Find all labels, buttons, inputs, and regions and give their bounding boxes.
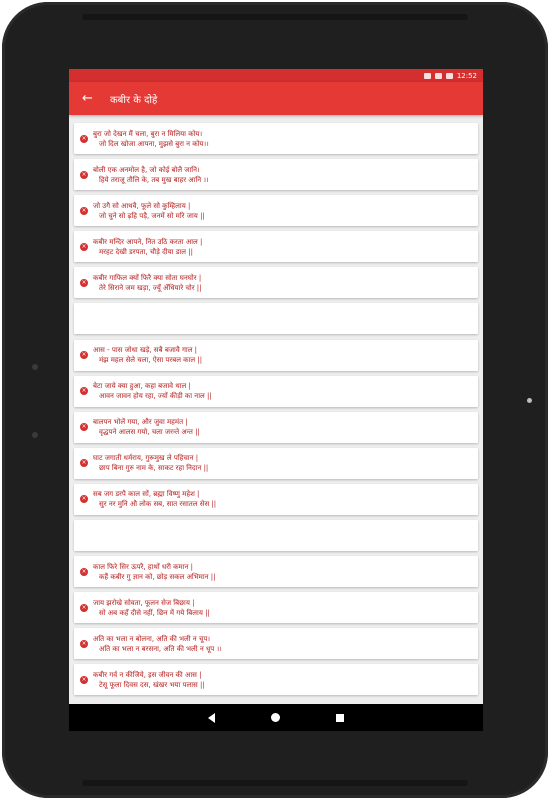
screen — [69, 69, 483, 731]
doha-line-1: बोली एक अनमोल है, जो कोई बोलै जानि। — [93, 165, 200, 174]
bottom-speaker — [82, 780, 468, 786]
system-nav-bar — [69, 704, 483, 731]
close-icon: × — [81, 278, 87, 286]
doha-line-2: जो दिल खोजा आपना, मुझसे बुरा न कोय।। — [99, 139, 209, 148]
close-icon: × — [81, 242, 87, 250]
doha-line-1: कबीर गाफिल क्यों फिरै क्या सोता घनघोर | — [93, 273, 202, 282]
doha-line-2: वृद्धपने आलस गयो, चला जरन्ते अन्त || — [99, 428, 200, 437]
doha-line-1: घाट जगाती धर्मराय, गुरूमुख ले पहिचान | — [93, 454, 199, 463]
doha-line-2: हिये तराजू तौलि के, तब मुख बाहर आनि ।। — [99, 175, 209, 184]
doha-line-2: तेरे सिराने जम खड़ा, ज्यूँ अँधियारे चोर || — [99, 283, 202, 292]
close-icon: × — [81, 206, 87, 214]
doha-line-2: अति का भला न बरसना, अति की भली न धूप ।। — [99, 644, 222, 653]
list-item-empty[interactable] — [74, 303, 478, 334]
list-item[interactable] — [74, 412, 478, 443]
list-item[interactable] — [74, 340, 478, 371]
doha-line-2: जो चुने सो ढ़हि पड़ै, जनमें सो मरि जाय || — [99, 211, 205, 220]
doha-line-1: कबीर मन्दिर आपने, नित उठि करता आल | — [93, 237, 203, 246]
close-icon: × — [81, 170, 87, 178]
app-bar — [69, 82, 483, 115]
doha-line-2: मंझ महल सेले चला, ऐसा परबल काल || — [99, 356, 203, 365]
close-icon: × — [81, 639, 87, 647]
nav-recents-icon[interactable] — [336, 714, 344, 722]
doha-line-1: जो उगै सो आथवै, फूले सो कुम्हिलाय | — [93, 201, 191, 210]
notification-icon — [424, 73, 431, 79]
list-item[interactable] — [74, 123, 478, 154]
close-icon: × — [81, 351, 87, 359]
list-item[interactable] — [74, 484, 478, 515]
doha-line-1: अति का भला न बोलना, अति की भली न चूप। — [93, 634, 210, 643]
list-item[interactable] — [74, 556, 478, 587]
list-item[interactable] — [74, 592, 478, 623]
battery-icon — [446, 73, 453, 79]
close-icon: × — [81, 603, 87, 611]
top-speaker — [82, 14, 468, 20]
status-time: 12:52 — [456, 71, 477, 80]
list-item[interactable] — [74, 376, 478, 407]
doha-line-2: सुर नर मुनि औ लोक सब, सात रसातल सेस || — [99, 500, 217, 509]
doha-line-2: मरहट देखी डरपता, चौड़े दीया डाल || — [99, 247, 193, 256]
back-arrow-icon[interactable]: ← — [82, 91, 93, 106]
page-title: कबीर के दोहे — [110, 94, 158, 106]
close-icon: × — [81, 423, 87, 431]
doha-line-1: जाय झरोखे सोवता, फूलन सेज बिछाय | — [93, 598, 195, 607]
list-item[interactable] — [74, 159, 478, 190]
doha-line-1: बेटा जाये क्या हुआ, कहा बजावे थाल | — [93, 382, 191, 391]
doha-line-2: कहैं कबीर गु ज्ञान को, छोड़ सकल अभिमान || — [99, 572, 216, 581]
left-sensor-2 — [32, 432, 38, 438]
list-item[interactable] — [74, 267, 478, 298]
list-item[interactable] — [74, 664, 478, 695]
close-icon: × — [81, 134, 87, 142]
list-item[interactable] — [74, 628, 478, 659]
close-icon: × — [81, 387, 87, 395]
doha-line-1: बालपन भोलें गया, और जुवा महमंत | — [93, 418, 188, 427]
doha-line-1: सब जग डरपै काल सों, ब्रह्मा विष्णु महेश | — [93, 490, 200, 499]
status-bar — [69, 69, 483, 82]
doha-line-2: आवन जावन होय रहा, ज्यों कीड़ी का नाल || — [99, 392, 212, 401]
doha-line-1: कबीर गर्व न कीजिये, इस जीवन की आस | — [93, 670, 202, 679]
list-item-empty[interactable] — [74, 520, 478, 551]
list-item[interactable] — [74, 448, 478, 479]
camera-dot — [527, 398, 532, 403]
doha-list — [69, 115, 483, 695]
doha-line-2: सो अब कहँ दीसे नहीं, छिन में गये बिलाय || — [99, 608, 210, 617]
nav-back-icon[interactable] — [208, 713, 215, 723]
doha-line-1: काल फिरे सिर ऊपरै, हाथों धरी कमान | — [93, 562, 193, 571]
close-icon: × — [81, 459, 87, 467]
list-item[interactable] — [74, 231, 478, 262]
close-icon: × — [81, 567, 87, 575]
close-icon: × — [81, 675, 87, 683]
doha-line-2: टेसू फूला दिवस दस, खंखर भया पलास || — [99, 680, 205, 689]
nav-home-icon[interactable] — [271, 713, 280, 722]
left-sensor — [32, 364, 38, 370]
close-icon: × — [81, 495, 87, 503]
doha-line-1: बुरा जो देखन मैं चला, बुरा न मिलिया कोय। — [93, 129, 203, 138]
doha-line-1: आस - पास जोधा खड़े, सबै बजावै गाल | — [93, 346, 198, 355]
list-item[interactable] — [74, 195, 478, 226]
doha-line-2: छाप बिना गुरु नाम के, साकट रहा निदान || — [99, 464, 209, 473]
airplane-icon — [435, 73, 442, 79]
